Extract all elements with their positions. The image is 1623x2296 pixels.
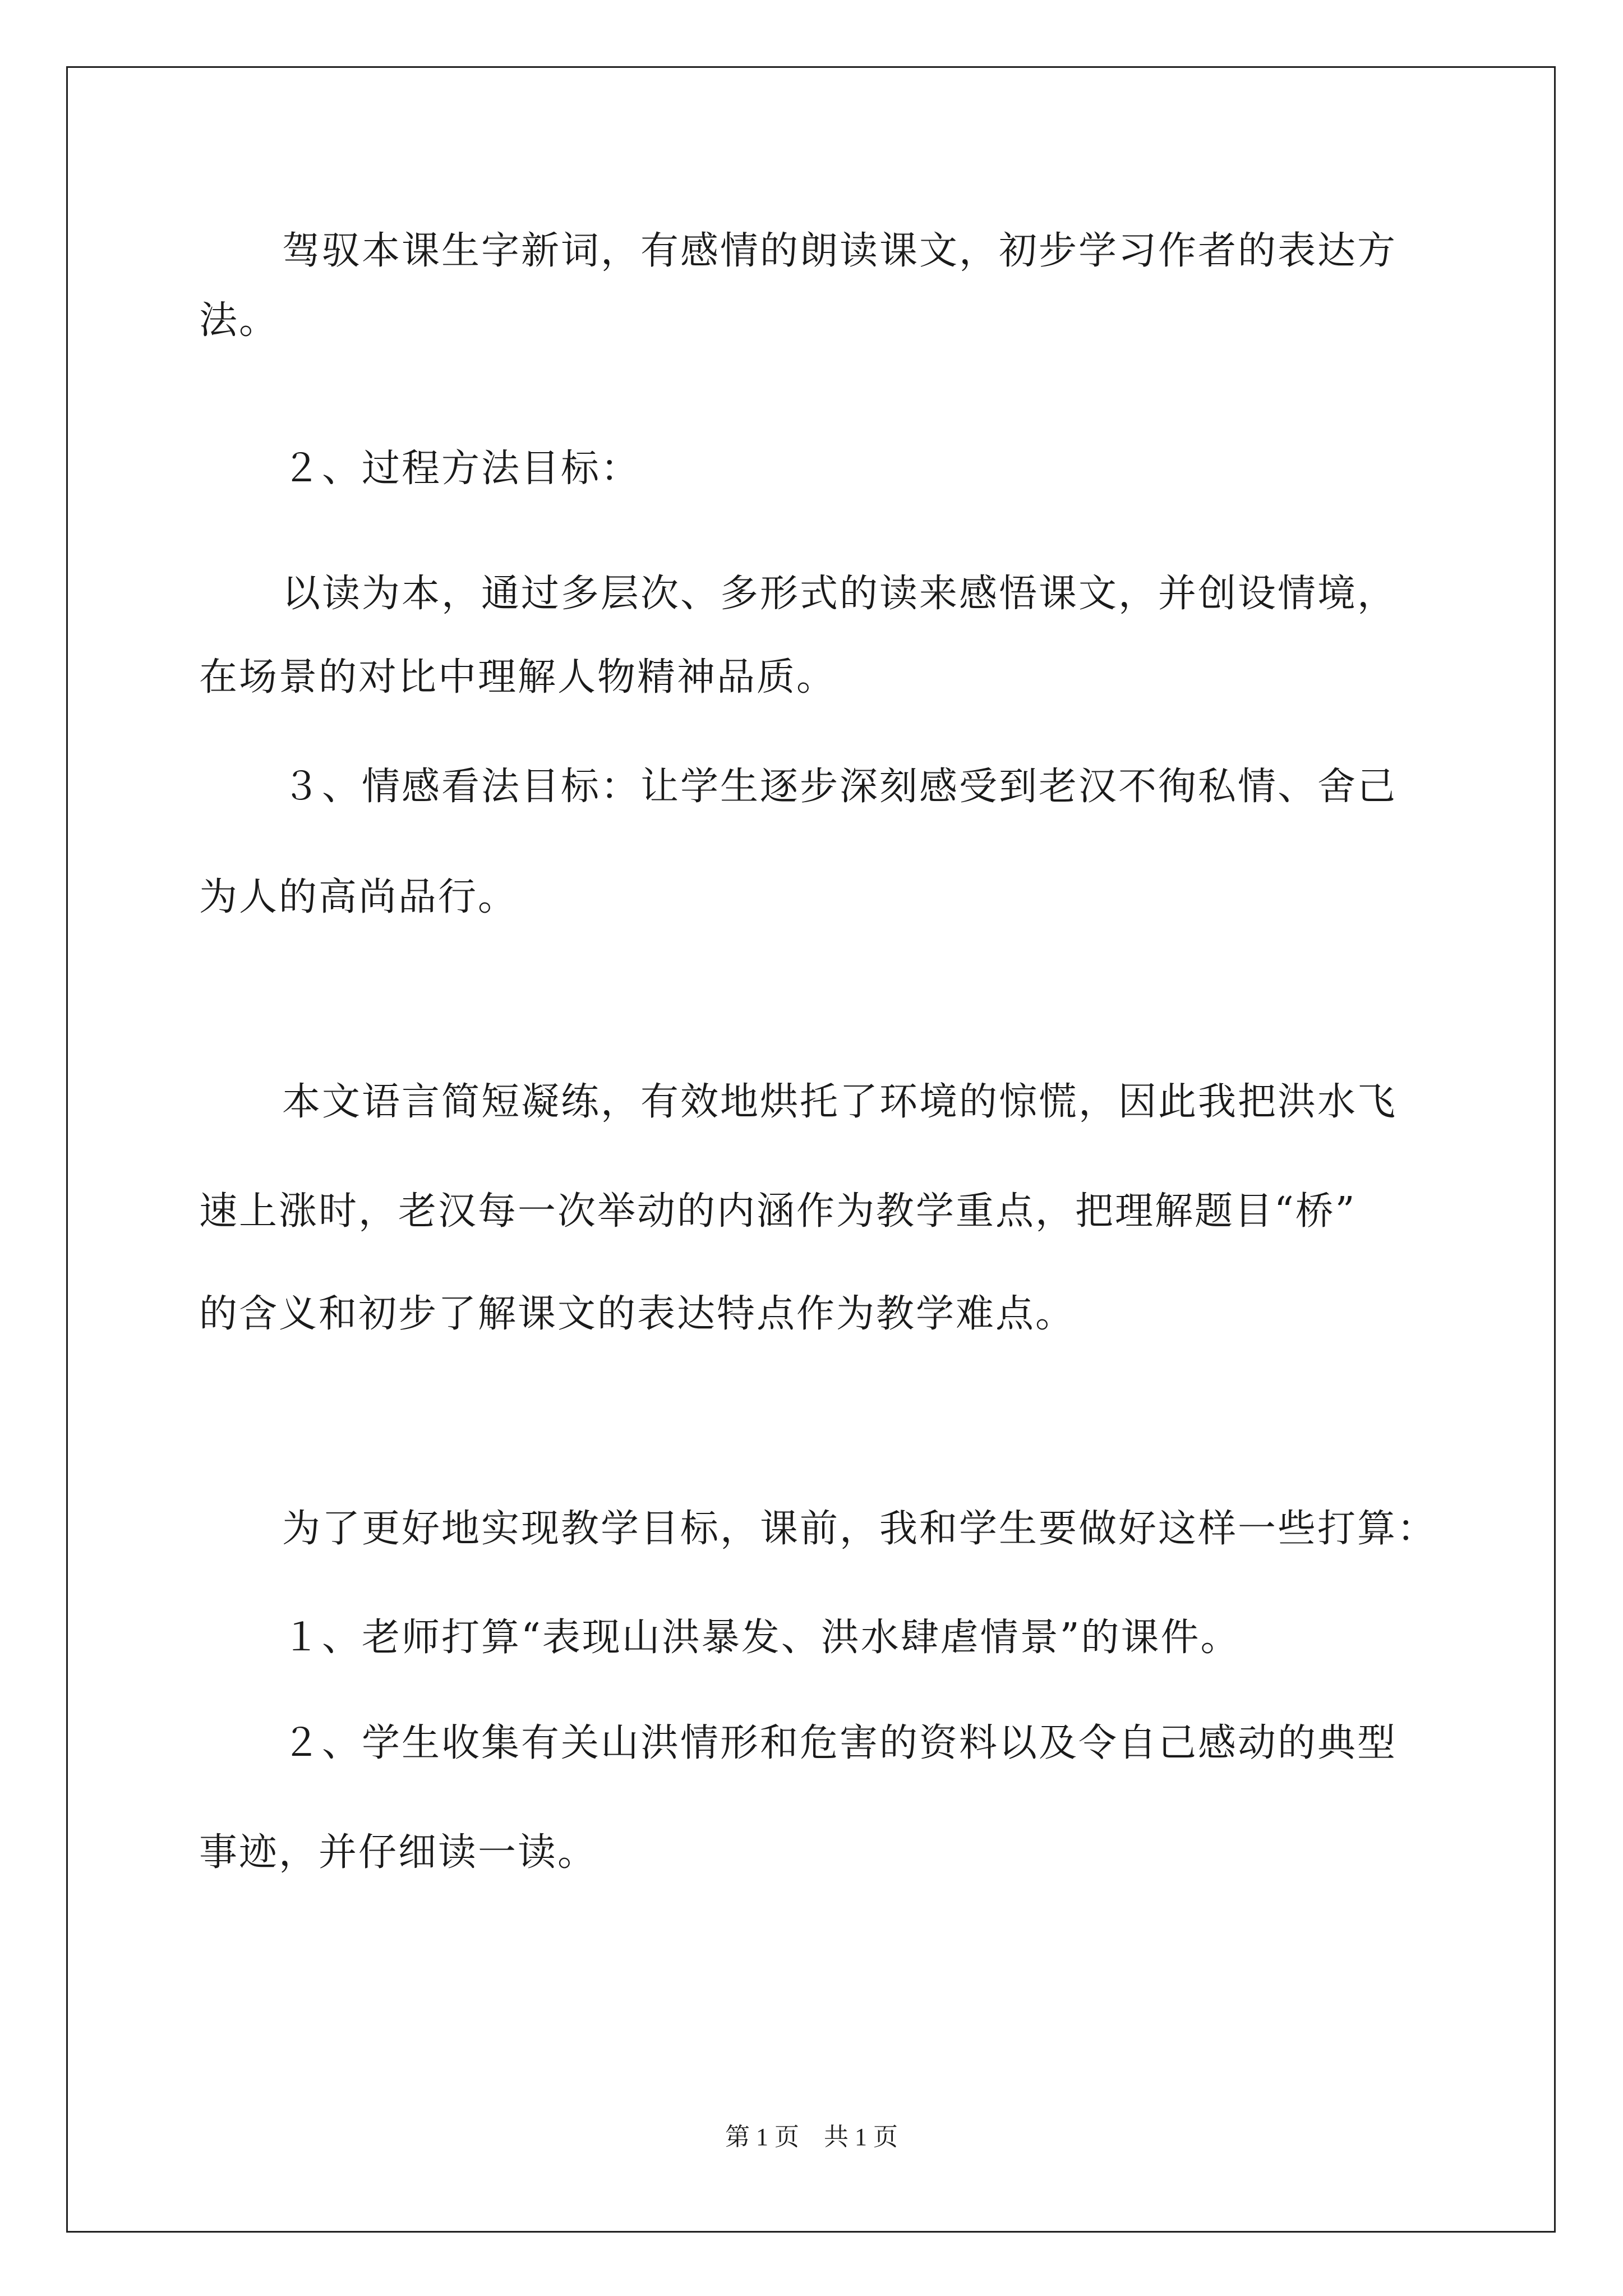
page-number-footer: 第 1 页 共 1 页 — [725, 2123, 898, 2151]
list-item: １、老师打算“表现山洪暴发、洪水肆虐情景”的课件。 — [282, 1616, 1241, 1660]
paragraph-line: 在场景的对比中理解人物精神品质。 — [199, 655, 837, 700]
paragraph-line: 本文语言简短凝练，有效地烘托了环境的惊慌，因此我把洪水飞 — [282, 1080, 1398, 1124]
paragraph-line: 法。 — [199, 298, 279, 343]
paragraph-line: 驾驭本课生字新词，有感情的朗读课文，初步学习作者的表达方 — [282, 229, 1398, 273]
paragraph-line: ３、情感看法目标：让学生逐步深刻感受到老汉不徇私情、舍己 — [282, 765, 1398, 809]
paragraph-line: 为人的高尚品行。 — [199, 875, 518, 919]
paragraph-line: 速上涨时，老汉每一次举动的内涵作为教学重点，把理解题目“桥” — [199, 1189, 1357, 1234]
list-item-continuation: 事迹，并仔细读一读。 — [199, 1830, 598, 1875]
paragraph-line: 以读为本，通过多层次、多形式的读来感悟课文，并创设情境， — [282, 572, 1398, 616]
paragraph-line: 为了更好地实现教学目标，课前，我和学生要做好这样一些打算： — [282, 1507, 1437, 1551]
paragraph-line: 的含义和初步了解课文的表达特点作为教学难点。 — [199, 1292, 1076, 1336]
section-heading: ２、过程方法目标： — [282, 447, 641, 491]
page-border — [66, 66, 1556, 2233]
list-item: ２、学生收集有关山洪情形和危害的资料以及令自己感动的典型 — [282, 1721, 1398, 1765]
